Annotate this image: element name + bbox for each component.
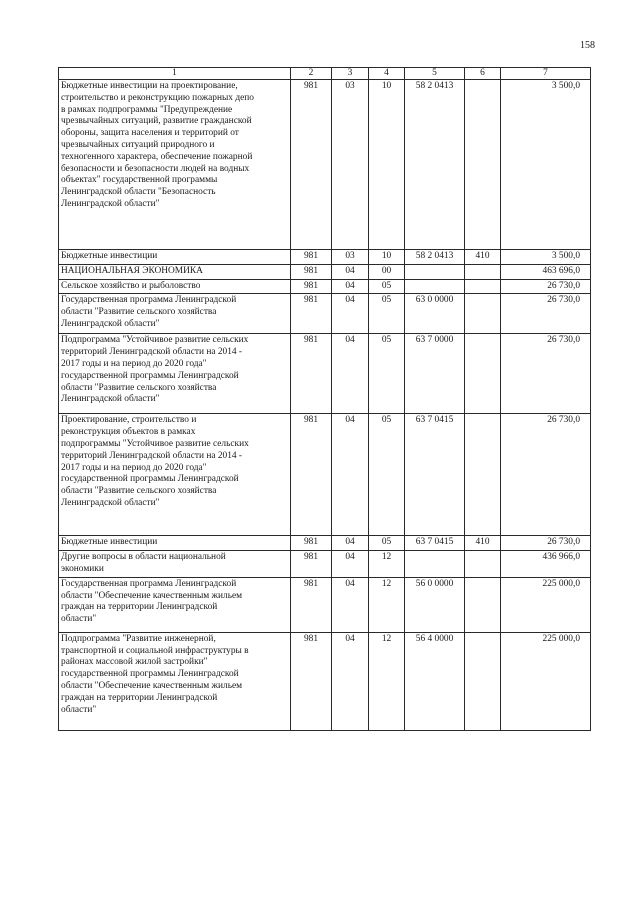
row-c5: 63 7 0415 [405, 414, 465, 536]
table-row [59, 264, 591, 279]
column-header: 7 [501, 68, 591, 80]
row-c3: 04 [332, 577, 369, 632]
row-c5: 63 0 0000 [405, 294, 465, 334]
row-name: Сельское хозяйство и рыболовство [59, 279, 291, 294]
row-c4: 00 [369, 264, 405, 279]
table-row [59, 414, 591, 536]
row-c2: 981 [291, 264, 332, 279]
budget-table [58, 67, 591, 731]
column-header: 1 [59, 68, 291, 80]
row-c6 [465, 279, 501, 294]
row-amount: 436 966,0 [501, 551, 591, 578]
row-c3: 04 [332, 294, 369, 334]
row-c2: 981 [291, 536, 332, 551]
row-c4: 05 [369, 414, 405, 536]
table-row [59, 334, 591, 414]
row-c2: 981 [291, 577, 332, 632]
row-c3: 03 [332, 250, 369, 265]
row-amount: 26 730,0 [501, 294, 591, 334]
row-c4: 12 [369, 632, 405, 730]
row-amount: 26 730,0 [501, 279, 591, 294]
row-c5: 63 7 0000 [405, 334, 465, 414]
row-c6 [465, 577, 501, 632]
row-amount: 3 500,0 [501, 250, 591, 265]
row-name: НАЦИОНАЛЬНАЯ ЭКОНОМИКА [59, 264, 291, 279]
row-amount: 225 000,0 [501, 577, 591, 632]
table-header-row [59, 68, 591, 80]
row-c3: 04 [332, 536, 369, 551]
row-name: Подпрограмма "Устойчивое развитие сельских территорий Ленинградской области на 2014 - 2017 годы и на период до 2020 года" государственной программы Ленинградской области "Развитие сельского хозяйства Ленинградской области" [59, 334, 291, 414]
row-name: Проектирование, строительство и реконструкция объектов в рамках подпрограммы "Устойчивое развитие сельских территорий Ленинградской области на 2014 - 2017 годы и на период до 2020 года" государственной программы Ленинградской области "Развитие сельского хозяйства Ленинградской области" [59, 414, 291, 536]
page-number: 158 [580, 40, 595, 51]
row-amount: 26 730,0 [501, 414, 591, 536]
table-row [59, 279, 591, 294]
row-name: Бюджетные инвестиции на проектирование, строительство и реконструкцию пожарных депо в рамках подпрограммы "Предупреждение чрезвычайных ситуаций, развитие гражданской обороны, защита населения и территорий от чрезвычайных ситуаций природного и техногенного характера, обеспечение пожарной безопасности и безопасности людей на водных объектах" государственной программы Ленинградской области "Безопасность Ленинградской области" [59, 80, 291, 250]
row-c5 [405, 279, 465, 294]
row-c5: 58 2 0413 [405, 80, 465, 250]
row-amount: 3 500,0 [501, 80, 591, 250]
row-c4: 05 [369, 536, 405, 551]
row-c2: 981 [291, 551, 332, 578]
row-c3: 04 [332, 264, 369, 279]
row-name: Бюджетные инвестиции [59, 250, 291, 265]
row-c3: 04 [332, 414, 369, 536]
column-header: 2 [291, 68, 332, 80]
column-header: 3 [332, 68, 369, 80]
row-c2: 981 [291, 334, 332, 414]
row-c4: 10 [369, 80, 405, 250]
column-header: 6 [465, 68, 501, 80]
row-c3: 04 [332, 334, 369, 414]
row-c2: 981 [291, 279, 332, 294]
row-c2: 981 [291, 250, 332, 265]
row-c2: 981 [291, 80, 332, 250]
column-header: 4 [369, 68, 405, 80]
row-name: Подпрограмма "Развитие инженерной, транспортной и социальной инфраструктуры в районах массовой жилой застройки" государственной программы Ленинградской области "Обеспечение качественным жильем граждан на территории Ленинградской области" [59, 632, 291, 730]
row-c4: 05 [369, 279, 405, 294]
row-c5 [405, 264, 465, 279]
row-c5 [405, 551, 465, 578]
row-amount: 463 696,0 [501, 264, 591, 279]
row-c5: 58 2 0413 [405, 250, 465, 265]
row-c5: 56 0 0000 [405, 577, 465, 632]
row-name: Государственная программа Ленинградской области "Обеспечение качественным жильем граждан на территории Ленинградской области" [59, 577, 291, 632]
row-name: Бюджетные инвестиции [59, 536, 291, 551]
row-c3: 03 [332, 80, 369, 250]
row-name: Государственная программа Ленинградской области "Развитие сельского хозяйства Ленинградской области" [59, 294, 291, 334]
row-c3: 04 [332, 551, 369, 578]
row-c2: 981 [291, 294, 332, 334]
row-c4: 05 [369, 294, 405, 334]
row-c6 [465, 334, 501, 414]
row-c6 [465, 551, 501, 578]
table-row [59, 80, 591, 250]
row-c5: 56 4 0000 [405, 632, 465, 730]
row-c6 [465, 80, 501, 250]
row-c2: 981 [291, 632, 332, 730]
table-row [59, 551, 591, 578]
row-c3: 04 [332, 279, 369, 294]
row-name: Другие вопросы в области национальной экономики [59, 551, 291, 578]
row-c4: 05 [369, 334, 405, 414]
row-c6 [465, 294, 501, 334]
table-row [59, 250, 591, 265]
table-row [59, 536, 591, 551]
row-c6 [465, 632, 501, 730]
row-c6 [465, 414, 501, 536]
column-header: 5 [405, 68, 465, 80]
row-c3: 04 [332, 632, 369, 730]
table-row [59, 632, 591, 730]
row-c4: 10 [369, 250, 405, 265]
row-amount: 225 000,0 [501, 632, 591, 730]
row-c6: 410 [465, 250, 501, 265]
table-row [59, 294, 591, 334]
table-row [59, 577, 591, 632]
row-amount: 26 730,0 [501, 536, 591, 551]
row-c2: 981 [291, 414, 332, 536]
row-c6: 410 [465, 536, 501, 551]
row-c6 [465, 264, 501, 279]
row-c4: 12 [369, 577, 405, 632]
row-c5: 63 7 0415 [405, 536, 465, 551]
row-c4: 12 [369, 551, 405, 578]
row-amount: 26 730,0 [501, 334, 591, 414]
